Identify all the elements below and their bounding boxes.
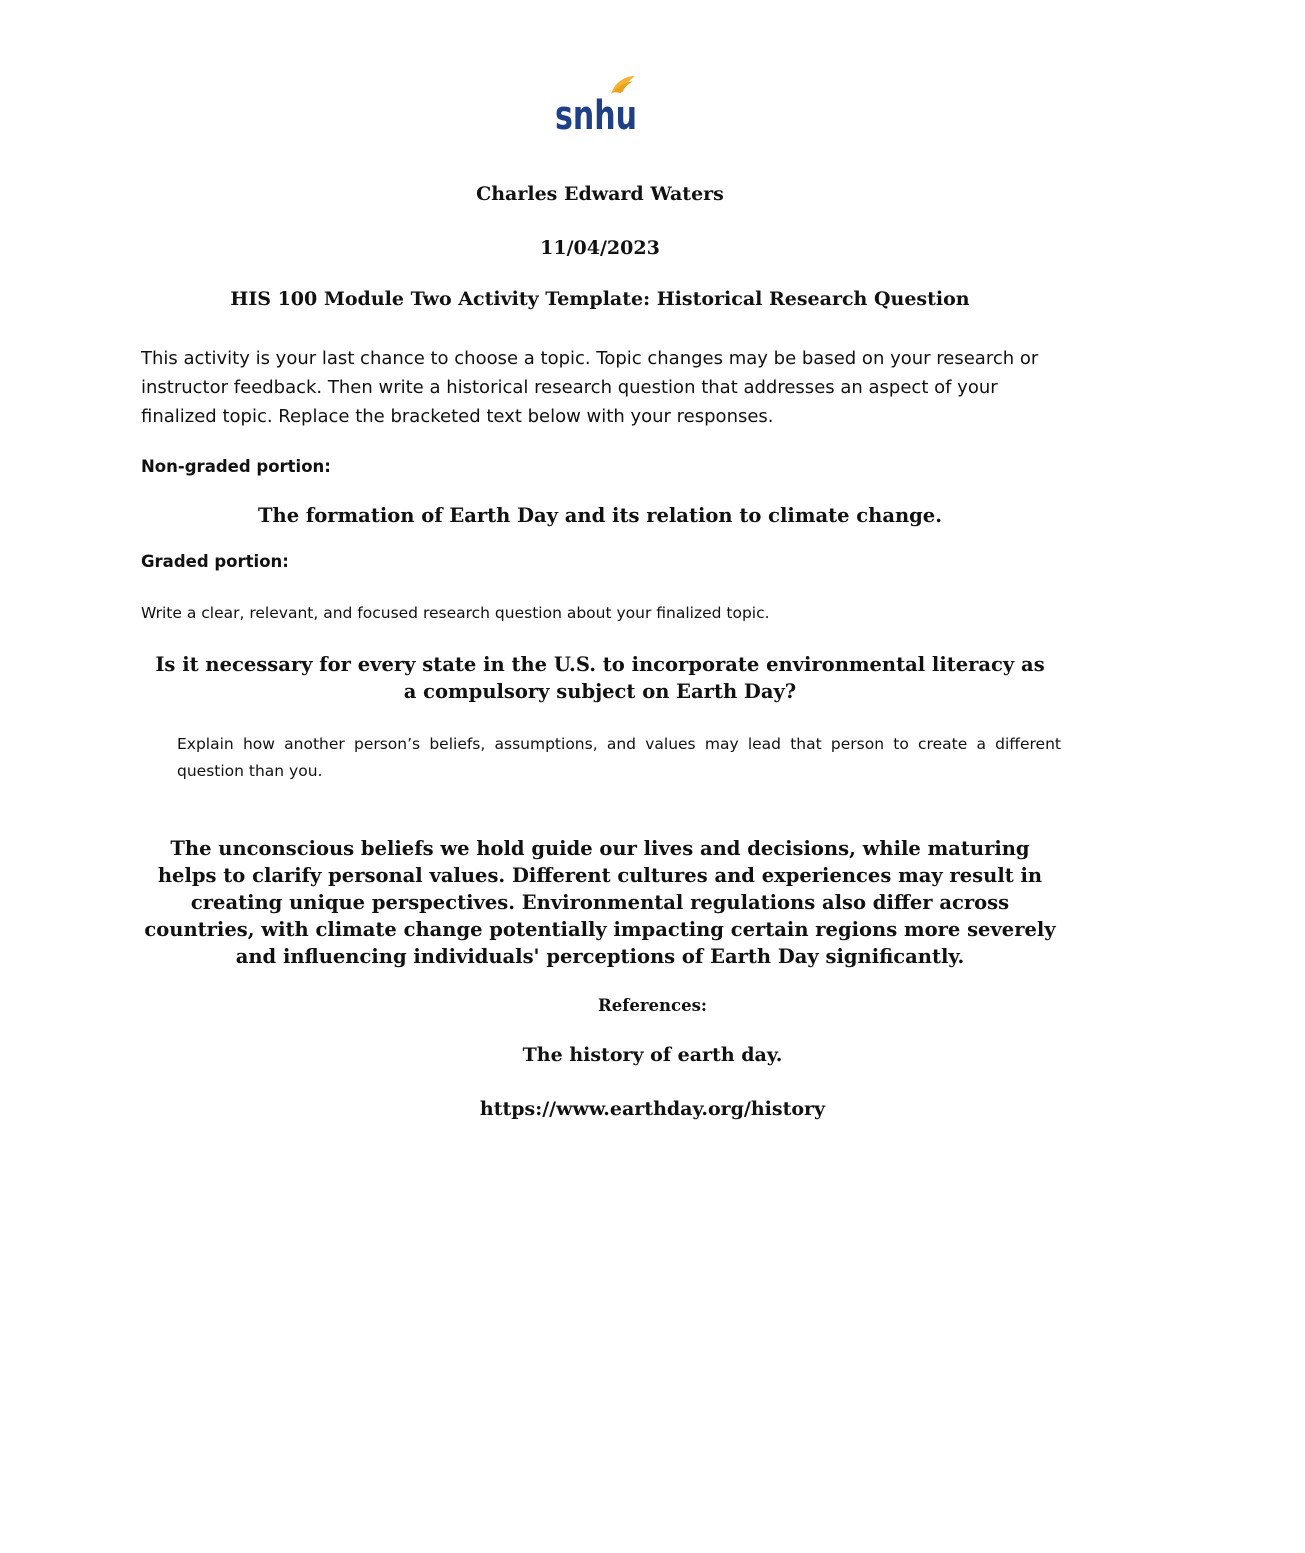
intro-paragraph: This activity is your last chance to choose a topic. Topic changes may be based on your research or instructor feedback. Then write a historical research question that addresses an aspect of your finalized topic. Replace the bracketed text below with your responses. [141, 348, 1039, 427]
question-prompt: Write a clear, relevant, and focused research question about your finalized topic. [141, 604, 770, 622]
author-name: Charles Edward Waters [476, 183, 724, 205]
reference-url[interactable]: https://www.earthday.org/history [479, 1098, 826, 1120]
snhu-logo [553, 72, 643, 139]
document-title: HIS 100 Module Two Activity Template: Historical Research Question [230, 288, 970, 310]
non-graded-heading: Non-graded portion: [141, 457, 331, 476]
reference-title: The history of earth day. [522, 1044, 783, 1066]
graded-heading: Graded portion: [141, 552, 289, 571]
references-heading: References: [598, 996, 707, 1015]
svg-text:snhu: snhu [555, 93, 637, 139]
document-date: 11/04/2023 [540, 237, 660, 259]
explanation-answer: The unconscious beliefs we hold guide our lives and decisions, while maturing helps to clarify personal values. Different cultures and experiences may result in creating unique perspectives. Environmental regulations also differ across countries, with climate change potentially impacting certain regions more severely and influencing individuals' perceptions of Earth Day significantly. [144, 837, 1056, 968]
topic-statement: The formation of Earth Day and its relation to climate change. [258, 504, 942, 527]
explain-prompt: Explain how another person’s beliefs, assumptions, and values may lead that person to create a different question than you. [177, 735, 1061, 780]
research-question: Is it necessary for every state in the U.S. to incorporate environmental literacy as a compulsory subject on Earth Day? [155, 653, 1045, 703]
